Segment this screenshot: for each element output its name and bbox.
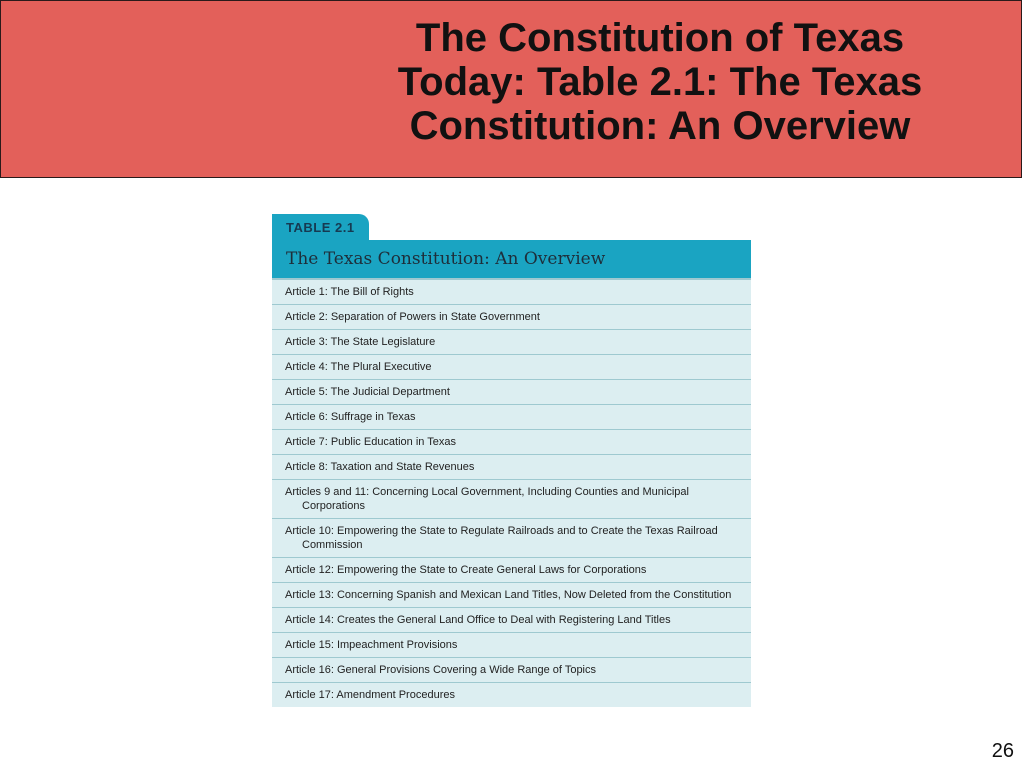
table-tab-label: TABLE 2.1 xyxy=(272,214,369,240)
table-row: Article 15: Impeachment Provisions xyxy=(272,633,751,658)
table-row: Article 14: Creates the General Land Office to Deal with Registering Land Titles xyxy=(272,608,751,633)
table-row: Article 17: Amendment Procedures xyxy=(285,689,455,701)
table-rows xyxy=(272,278,751,707)
table-row: Article 5: The Judicial Department xyxy=(272,380,751,405)
table-row: Article 7: Public Education in Texas xyxy=(272,430,751,455)
table-row: Article 10: Empowering the State to Regulate Railroads and to Create the Texas Railroad Commission xyxy=(272,519,751,558)
overview-table xyxy=(272,214,751,707)
table-row: Article 1: The Bill of Rights xyxy=(272,280,751,305)
table-row: Article 4: The Plural Executive xyxy=(272,355,751,380)
slide-title-line-3: Constitution: An Overview xyxy=(409,104,911,148)
table-row: Article 12: Empowering the State to Create General Laws for Corporations xyxy=(272,558,751,583)
slide-title-line-1: The Constitution of Texas xyxy=(415,16,905,60)
table-header: The Texas Constitution: An Overview xyxy=(272,240,751,278)
table-row: Article 2: Separation of Powers in State Government xyxy=(272,305,751,330)
table-row: Articles 9 and 11: Concerning Local Government, Including Counties and Municipal Corporations xyxy=(272,480,751,519)
table-row: Article 13: Concerning Spanish and Mexican Land Titles, Now Deleted from the Constitution xyxy=(272,583,751,608)
slide-title-line-2: Today: Table 2.1: The Texas xyxy=(397,60,923,104)
slide-number: 26 xyxy=(991,740,1014,762)
table-row: Article 16: General Provisions Covering a Wide Range of Topics xyxy=(272,658,751,683)
slide-title xyxy=(300,16,1020,148)
table-row: Article 3: The State Legislature xyxy=(272,330,751,355)
table-row: Article 8: Taxation and State Revenues xyxy=(272,455,751,480)
table-row: Article 6: Suffrage in Texas xyxy=(272,405,751,430)
